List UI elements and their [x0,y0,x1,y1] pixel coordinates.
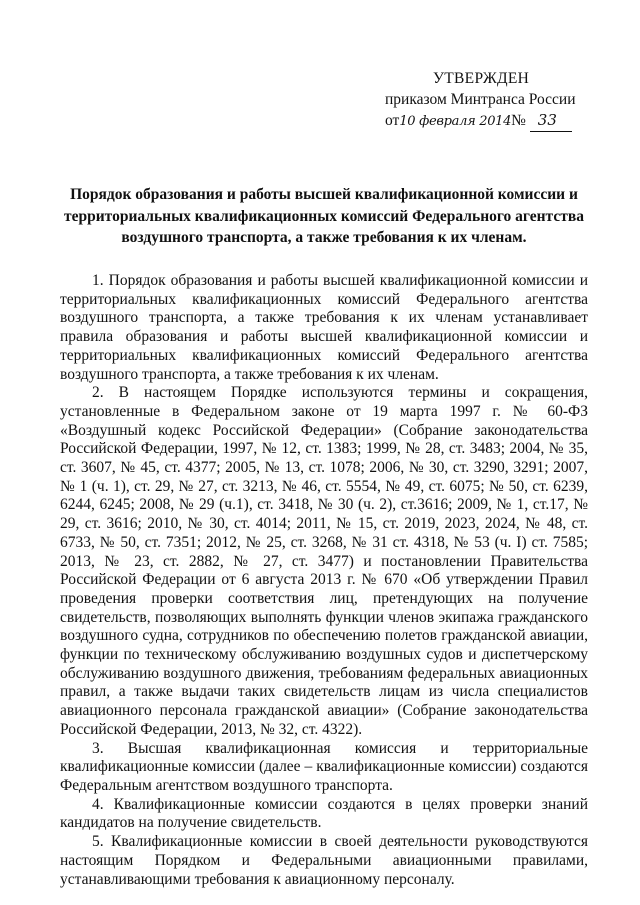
approval-title: УТВЕРЖДЕН [433,70,530,87]
paragraph-2: 2. В настоящем Порядке используются термины и сокращения, установленные в Федеральном законе от 19 марта 1997 г. № 60-ФЗ «Воздушный кодекс Российской Федерации» (Собрание законодательства Российской Федерации, 1997, № 12, ст. 1383; 1999, № 28, ст. 3483; 2004, № 35, ст. 3607, № 45, ст. 4377; 2005, № 13, ст. 1078; 2006, № 30, ст. 3290, 3291; 2007, № 1 (ч. 1), ст. 29, № 27, ст. 3213, № 46, ст. 5554, № 49, ст. 6075; № 50, ст. 6239, 6244, 6245; 2008, № 29 (ч.1), ст. 3418, № 30 (ч. 2), ст.3616; 2009, № 1, ст.17, № 29, ст. 3616; 2010, № 30, ст. 4014; 2011, № 15, ст. 2019, 2023, 2024, № 48, ст. 6733, № 50, ст. 7351; 2012, № 25, ст. 3268, № 31 ст. 4318, № 53 (ч. I) ст. 7585; 2013, № 23, ст. 2882, № 27, ст. 3477) и постановлении Правительства Российской Федерации от 6 августа 2013 г. № 670 «Об утверждении Правил проведения проверки соответствия лиц, претендующих на получение свидетельств, позволяющих выполнять функции членов экипажа гражданского воздушного судна, сотрудников по обеспечению полетов гражданской авиации, функции по техническому обслуживанию воздушных судов и диспетчерскому обслуживанию воздушного движения, требованиям федеральных авиационных правил, а также выдачи таких свидетельств лицам из числа специалистов авиационного персонала гражданской авиации» (Собрание законодательства Российской Федерации, 2013, № 32, ст. 4322). [60,384,588,738]
approval-date-number-line [385,110,605,132]
document-body [60,272,588,889]
paragraph-5: 5. Квалификационные комиссии в своей деятельности руководствуются настоящим Порядком и Федеральными авиационными правилами, устанавливающими требования к авиационному персоналу. [60,833,588,888]
approval-block [385,68,605,132]
handwritten-date: 10 февраля 2014 [399,114,512,129]
paragraph-1: 1. Порядок образования и работы высшей квалификационной комиссии и территориальных квалификационных комиссий Федерального агентства воздушного транспорта, а также требования к их членам устанавливает правила образования и работы высшей квалификационной комиссии и территориальных квалификационных комиссий Федерального агентства воздушного транспорта, а также требования к их членам. [60,272,588,383]
from-prefix: от [385,112,400,129]
approval-order-line: приказом Минтранса России [385,91,576,108]
handwritten-order-number: 33 [530,110,572,132]
document-title: Порядок образования и работы высшей квалификационной комиссии и территориальных квалификационных комиссий Федерального агентства воздушного транспорта, а также требования к их членам. [64,186,584,246]
number-prefix: № [511,112,526,129]
paragraph-3: 3. Высшая квалификационная комиссия и территориальные квалификационные комиссии (далее – квалификационные комиссии) создаются Федеральным агентством воздушного транспорта. [60,739,588,794]
paragraph-4: 4. Квалификационные комиссии создаются в целях проверки знаний кандидатов на получение свидетельств. [60,795,588,832]
